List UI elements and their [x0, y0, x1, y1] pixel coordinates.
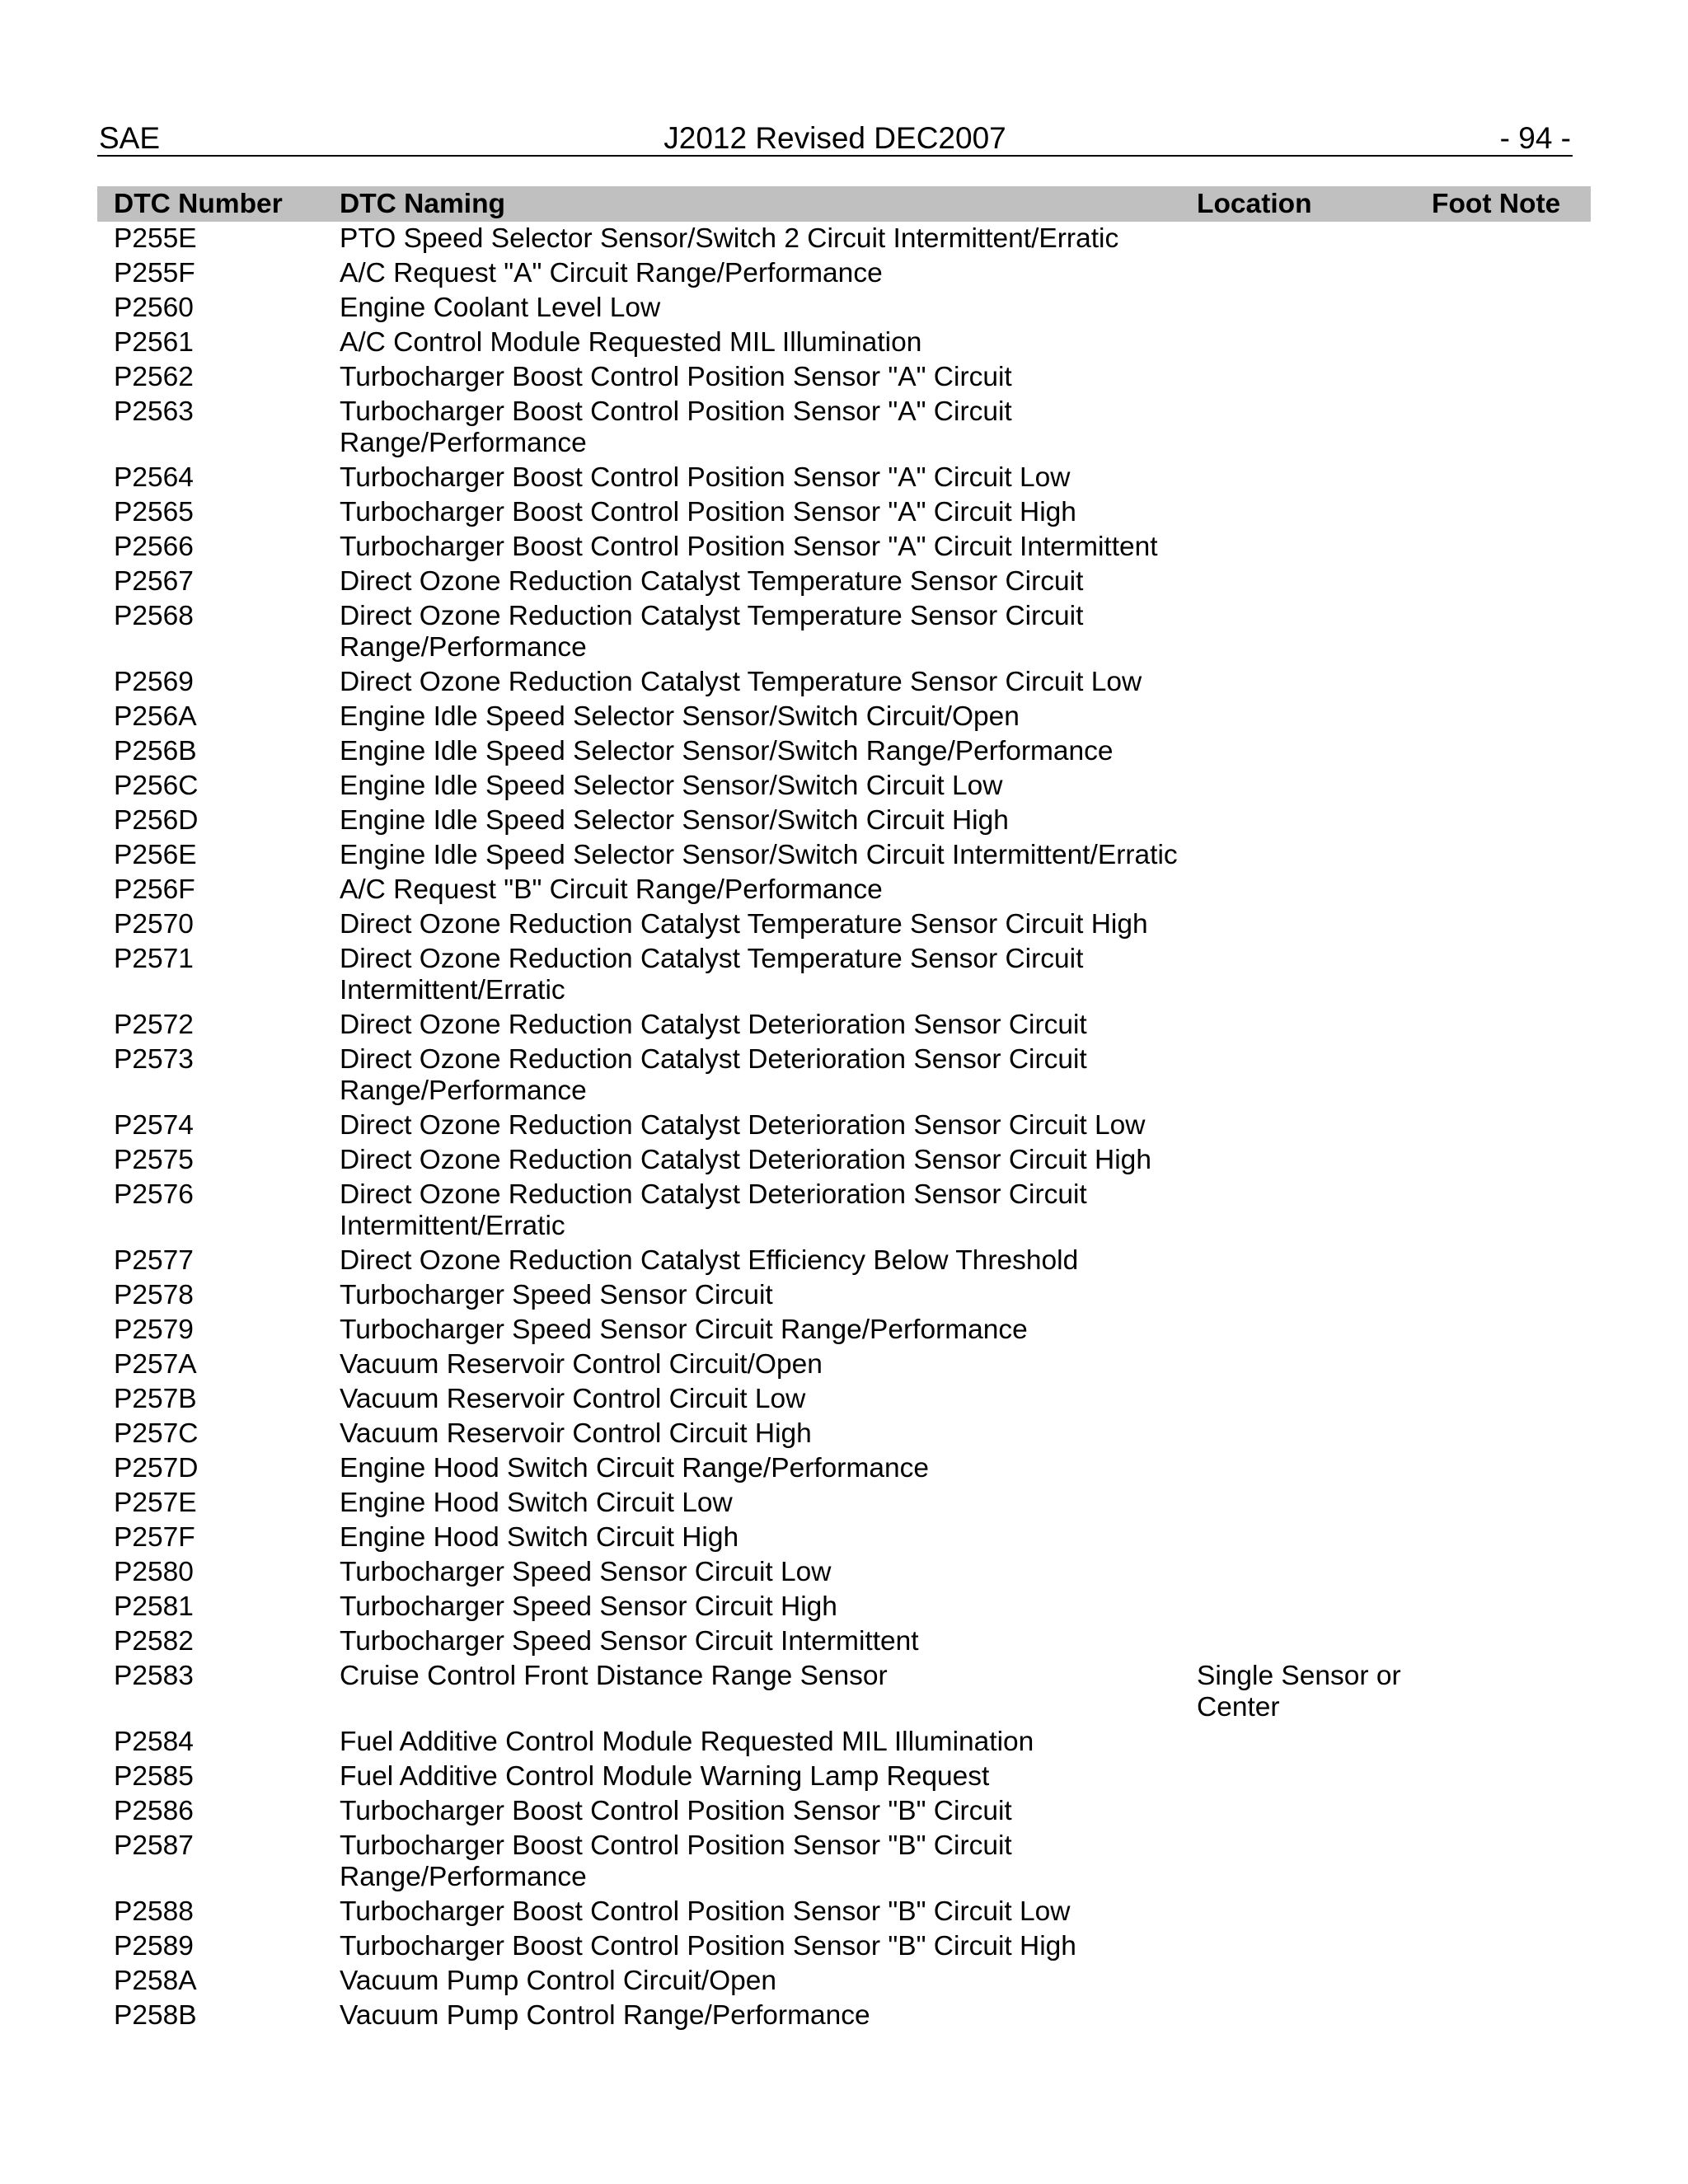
dtc-location-cell — [1197, 942, 1432, 1008]
dtc-footnote-cell — [1432, 1964, 1591, 1999]
dtc-footnote-cell — [1432, 565, 1591, 599]
table-row — [97, 1417, 1591, 1451]
dtc-code-cell: P2582 — [114, 1626, 194, 1657]
dtc-location-cell — [1197, 1555, 1432, 1590]
dtc-name-cell: A/C Request "A" Circuit Range/Performance — [340, 258, 883, 288]
dtc-code-cell: P2581 — [114, 1591, 194, 1622]
table-row — [97, 256, 1591, 291]
dtc-name-cell: Engine Idle Speed Selector Sensor/Switch Circuit Intermittent/Erratic — [340, 840, 1178, 870]
dtc-footnote-cell — [1432, 734, 1591, 769]
dtc-location-cell — [1197, 565, 1432, 599]
dtc-name-cell: Cruise Control Front Distance Range Sensor — [340, 1661, 888, 1691]
dtc-footnote-cell — [1432, 838, 1591, 873]
table-row — [97, 1143, 1591, 1178]
dtc-name-cell: Vacuum Reservoir Control Circuit Low — [340, 1384, 806, 1414]
dtc-name-cell: Direct Ozone Reduction Catalyst Temperature Sensor Circuit High — [340, 909, 1148, 940]
dtc-location-cell — [1197, 599, 1432, 665]
table-row — [97, 1725, 1591, 1760]
dtc-location-cell — [1197, 1999, 1432, 2033]
dtc-name-cell: Direct Ozone Reduction Catalyst Temperature Sensor Circuit — [340, 566, 1084, 597]
dtc-name-cell: Direct Ozone Reduction Catalyst Deterioration Sensor Circuit High — [340, 1145, 1151, 1175]
dtc-code-cell: P257B — [114, 1384, 197, 1414]
dtc-location-cell — [1197, 1108, 1432, 1143]
dtc-name-cell: Vacuum Reservoir Control Circuit High — [340, 1418, 812, 1449]
dtc-footnote-cell — [1432, 1178, 1591, 1244]
dtc-code-cell: P2567 — [114, 566, 194, 597]
dtc-footnote-cell — [1432, 1590, 1591, 1624]
dtc-location-cell — [1197, 291, 1432, 326]
table-row — [97, 665, 1591, 700]
dtc-location-cell — [1197, 1043, 1432, 1108]
dtc-location-cell — [1197, 1178, 1432, 1244]
table-row — [97, 907, 1591, 942]
dtc-location-cell — [1197, 1486, 1432, 1521]
dtc-location-cell — [1197, 1244, 1432, 1278]
dtc-footnote-cell — [1432, 360, 1591, 395]
dtc-name-cell: Engine Hood Switch Circuit Range/Performance — [340, 1453, 930, 1483]
dtc-location-cell — [1197, 395, 1432, 461]
dtc-code-cell: P2562 — [114, 362, 194, 392]
dtc-code-cell: P2586 — [114, 1796, 194, 1826]
dtc-name-cell: Turbocharger Boost Control Position Sensor "B" Circuit Low — [340, 1896, 1071, 1927]
dtc-code-cell: P2585 — [114, 1761, 194, 1792]
dtc-footnote-cell — [1432, 1347, 1591, 1382]
dtc-footnote-cell — [1432, 700, 1591, 734]
dtc-footnote-cell — [1432, 1999, 1591, 2033]
table-row — [97, 291, 1591, 326]
dtc-footnote-cell — [1432, 1521, 1591, 1555]
dtc-location-cell — [1197, 1624, 1432, 1659]
dtc-name-cell: Engine Idle Speed Selector Sensor/Switch Circuit/Open — [340, 701, 1020, 732]
dtc-name-cell: A/C Control Module Requested MIL Illumination — [340, 327, 922, 358]
dtc-location-cell — [1197, 326, 1432, 360]
dtc-code-cell: P256C — [114, 771, 199, 801]
dtc-code-cell: P257A — [114, 1349, 197, 1380]
dtc-name-cell: Turbocharger Speed Sensor Circuit Intermittent — [340, 1626, 919, 1657]
dtc-code-cell: P2583 — [114, 1661, 194, 1691]
dtc-location-cell — [1197, 1521, 1432, 1555]
dtc-name-cell: Direct Ozone Reduction Catalyst Deterioration Sensor Circuit Low — [340, 1110, 1146, 1141]
dtc-name-cell: Vacuum Pump Control Range/Performance — [340, 2000, 870, 2031]
dtc-name-cell: Engine Idle Speed Selector Sensor/Switch Circuit High — [340, 805, 1009, 836]
table-row — [97, 769, 1591, 804]
dtc-name-cell: Vacuum Reservoir Control Circuit/Open — [340, 1349, 823, 1380]
dtc-name-cell: Direct Ozone Reduction Catalyst Temperature Sensor Circuit Intermittent/Erratic — [340, 944, 1084, 1005]
dtc-footnote-cell — [1432, 256, 1591, 291]
table-row — [97, 1829, 1591, 1895]
dtc-footnote-cell — [1432, 1043, 1591, 1108]
dtc-footnote-cell — [1432, 1895, 1591, 1929]
dtc-footnote-cell — [1432, 942, 1591, 1008]
table-body — [97, 222, 1591, 2033]
dtc-footnote-cell — [1432, 1382, 1591, 1417]
column-header-foot-note: Foot Note — [1432, 186, 1591, 222]
dtc-name-cell: PTO Speed Selector Sensor/Switch 2 Circuit Intermittent/Erratic — [340, 223, 1119, 254]
dtc-name-cell: Engine Hood Switch Circuit High — [340, 1522, 739, 1553]
dtc-code-cell: P2573 — [114, 1044, 194, 1075]
dtc-location-cell — [1197, 256, 1432, 291]
table-header-row — [97, 186, 1591, 222]
dtc-name-cell: Turbocharger Boost Control Position Sensor "B" Circuit High — [340, 1931, 1076, 1961]
dtc-footnote-cell — [1432, 1143, 1591, 1178]
dtc-location-cell — [1197, 1313, 1432, 1347]
header-document-title: J2012 Revised DEC2007 — [663, 121, 1006, 155]
dtc-name-cell: Engine Idle Speed Selector Sensor/Switch Range/Performance — [340, 736, 1114, 766]
dtc-table — [97, 186, 1591, 2033]
dtc-location-cell — [1197, 1725, 1432, 1760]
table-row — [97, 1895, 1591, 1929]
dtc-location-cell — [1197, 461, 1432, 495]
dtc-footnote-cell — [1432, 907, 1591, 942]
table-row — [97, 395, 1591, 461]
table-row — [97, 530, 1591, 565]
dtc-code-cell: P2570 — [114, 909, 194, 940]
dtc-footnote-cell — [1432, 530, 1591, 565]
dtc-name-cell: Direct Ozone Reduction Catalyst Deterioration Sensor Circuit — [340, 1010, 1087, 1040]
dtc-footnote-cell — [1432, 1929, 1591, 1964]
dtc-name-cell: Turbocharger Boost Control Position Sensor "A" Circuit Range/Performance — [340, 396, 1012, 458]
dtc-code-cell: P2578 — [114, 1280, 194, 1310]
dtc-code-cell: P2571 — [114, 944, 194, 974]
table-row — [97, 1486, 1591, 1521]
table-row — [97, 1313, 1591, 1347]
header-org: SAE — [99, 121, 161, 155]
dtc-code-cell: P2561 — [114, 327, 194, 358]
dtc-footnote-cell — [1432, 599, 1591, 665]
dtc-location-cell — [1197, 1143, 1432, 1178]
dtc-name-cell: Direct Ozone Reduction Catalyst Temperature Sensor Circuit Low — [340, 667, 1142, 697]
dtc-name-cell: Turbocharger Speed Sensor Circuit — [340, 1280, 773, 1310]
dtc-code-cell: P255F — [114, 258, 195, 288]
dtc-footnote-cell — [1432, 1244, 1591, 1278]
table-row — [97, 1760, 1591, 1794]
dtc-code-cell: P255E — [114, 223, 197, 254]
dtc-name-cell: Turbocharger Boost Control Position Sensor "B" Circuit — [340, 1796, 1012, 1826]
column-header-dtc-number: DTC Number — [97, 186, 340, 222]
dtc-location-cell — [1197, 1008, 1432, 1043]
dtc-footnote-cell — [1432, 1555, 1591, 1590]
dtc-code-cell: P2580 — [114, 1557, 194, 1587]
dtc-location-cell — [1197, 495, 1432, 530]
page-header — [97, 115, 1573, 157]
dtc-code-cell: P256A — [114, 701, 197, 732]
dtc-location-cell: Single Sensor or Center — [1197, 1661, 1401, 1722]
dtc-location-cell — [1197, 360, 1432, 395]
dtc-footnote-cell — [1432, 495, 1591, 530]
dtc-name-cell: Fuel Additive Control Module Requested MIL Illumination — [340, 1727, 1034, 1757]
dtc-name-cell: Turbocharger Boost Control Position Sensor "A" Circuit Low — [340, 462, 1071, 493]
column-header-dtc-naming: DTC Naming — [340, 186, 1197, 222]
table-row — [97, 1347, 1591, 1382]
dtc-code-cell: P2572 — [114, 1010, 194, 1040]
table-row — [97, 804, 1591, 838]
dtc-footnote-cell — [1432, 1313, 1591, 1347]
column-header-location: Location — [1197, 186, 1432, 222]
dtc-code-cell: P2577 — [114, 1245, 194, 1276]
table-row — [97, 942, 1591, 1008]
dtc-footnote-cell — [1432, 1108, 1591, 1143]
dtc-name-cell: Direct Ozone Reduction Catalyst Temperature Sensor Circuit Range/Performance — [340, 601, 1084, 663]
dtc-location-cell — [1197, 1451, 1432, 1486]
dtc-location-cell — [1197, 1590, 1432, 1624]
dtc-code-cell: P2574 — [114, 1110, 194, 1141]
table-row — [97, 1382, 1591, 1417]
dtc-footnote-cell — [1432, 1829, 1591, 1895]
dtc-code-cell: P257D — [114, 1453, 199, 1483]
dtc-code-cell: P256B — [114, 736, 197, 766]
dtc-footnote-cell — [1432, 1451, 1591, 1486]
dtc-code-cell: P2564 — [114, 462, 194, 493]
dtc-footnote-cell — [1432, 291, 1591, 326]
dtc-location-cell — [1197, 1278, 1432, 1313]
table-row — [97, 599, 1591, 665]
header-page-number: - 94 - — [1499, 121, 1571, 155]
dtc-footnote-cell — [1432, 873, 1591, 907]
dtc-location-cell — [1197, 1382, 1432, 1417]
dtc-footnote-cell — [1432, 1624, 1591, 1659]
dtc-name-cell: Direct Ozone Reduction Catalyst Efficiency Below Threshold — [340, 1245, 1079, 1276]
dtc-footnote-cell — [1432, 222, 1591, 256]
table-row — [97, 1929, 1591, 1964]
dtc-code-cell: P2568 — [114, 601, 194, 631]
dtc-location-cell — [1197, 665, 1432, 700]
dtc-location-cell — [1197, 222, 1432, 256]
dtc-location-cell — [1197, 804, 1432, 838]
dtc-location-cell — [1197, 769, 1432, 804]
dtc-footnote-cell — [1432, 395, 1591, 461]
dtc-footnote-cell — [1432, 1278, 1591, 1313]
dtc-code-cell: P2566 — [114, 532, 194, 562]
table-row — [97, 565, 1591, 599]
dtc-name-cell: Direct Ozone Reduction Catalyst Deterioration Sensor Circuit Intermittent/Erratic — [340, 1179, 1087, 1241]
dtc-code-cell: P2584 — [114, 1727, 194, 1757]
dtc-code-cell: P2589 — [114, 1931, 194, 1961]
dtc-location-cell — [1197, 734, 1432, 769]
dtc-footnote-cell — [1432, 769, 1591, 804]
dtc-location-cell — [1197, 873, 1432, 907]
table-row — [97, 838, 1591, 873]
dtc-footnote-cell — [1432, 1725, 1591, 1760]
table-row — [97, 1278, 1591, 1313]
table-row — [97, 1108, 1591, 1143]
table-row — [97, 1451, 1591, 1486]
dtc-name-cell: Turbocharger Speed Sensor Circuit Low — [340, 1557, 832, 1587]
table-row — [97, 1555, 1591, 1590]
dtc-footnote-cell — [1432, 1794, 1591, 1829]
dtc-code-cell: P257C — [114, 1418, 199, 1449]
dtc-code-cell: P256F — [114, 874, 195, 905]
table-row — [97, 222, 1591, 256]
dtc-footnote-cell — [1432, 804, 1591, 838]
table-row — [97, 1999, 1591, 2033]
table-row — [97, 461, 1591, 495]
dtc-code-cell: P257F — [114, 1522, 195, 1553]
table-row — [97, 360, 1591, 395]
dtc-code-cell: P2587 — [114, 1830, 194, 1861]
dtc-location-cell — [1197, 530, 1432, 565]
dtc-code-cell: P2569 — [114, 667, 194, 697]
dtc-location-cell — [1197, 700, 1432, 734]
dtc-code-cell: P2575 — [114, 1145, 194, 1175]
dtc-code-cell: P258A — [114, 1966, 197, 1996]
dtc-name-cell: Fuel Additive Control Module Warning Lamp Request — [340, 1761, 990, 1792]
dtc-code-cell: P258B — [114, 2000, 197, 2031]
dtc-location-cell — [1197, 1895, 1432, 1929]
dtc-footnote-cell — [1432, 665, 1591, 700]
dtc-location-cell — [1197, 1929, 1432, 1964]
dtc-code-cell: P2563 — [114, 396, 194, 427]
table-row — [97, 1794, 1591, 1829]
dtc-location-cell — [1197, 1829, 1432, 1895]
table-row — [97, 1590, 1591, 1624]
dtc-name-cell: Turbocharger Speed Sensor Circuit High — [340, 1591, 837, 1622]
dtc-code-cell: P256D — [114, 805, 199, 836]
dtc-location-cell — [1197, 907, 1432, 942]
dtc-name-cell: Turbocharger Boost Control Position Sensor "A" Circuit — [340, 362, 1012, 392]
dtc-name-cell: Engine Hood Switch Circuit Low — [340, 1488, 733, 1518]
dtc-footnote-cell — [1432, 326, 1591, 360]
dtc-name-cell: Turbocharger Boost Control Position Sensor "B" Circuit Range/Performance — [340, 1830, 1012, 1892]
table-row — [97, 700, 1591, 734]
dtc-name-cell: Turbocharger Boost Control Position Sensor "A" Circuit High — [340, 497, 1076, 527]
dtc-location-cell — [1197, 1760, 1432, 1794]
table-row — [97, 1043, 1591, 1108]
dtc-footnote-cell — [1432, 1008, 1591, 1043]
dtc-footnote-cell — [1432, 1417, 1591, 1451]
dtc-name-cell: Engine Coolant Level Low — [340, 293, 661, 323]
table-row — [97, 873, 1591, 907]
table-row — [97, 1244, 1591, 1278]
dtc-code-cell: P2560 — [114, 293, 194, 323]
table-row — [97, 734, 1591, 769]
table-row — [97, 1178, 1591, 1244]
dtc-footnote-cell — [1432, 461, 1591, 495]
dtc-location-cell — [1197, 838, 1432, 873]
table-row — [97, 495, 1591, 530]
table-row — [97, 1659, 1591, 1725]
dtc-code-cell: P257E — [114, 1488, 197, 1518]
dtc-footnote-cell — [1432, 1659, 1591, 1725]
dtc-location-cell — [1197, 1794, 1432, 1829]
dtc-name-cell: Turbocharger Boost Control Position Sensor "A" Circuit Intermittent — [340, 532, 1158, 562]
dtc-name-cell: A/C Request "B" Circuit Range/Performance — [340, 874, 883, 905]
dtc-name-cell: Engine Idle Speed Selector Sensor/Switch Circuit Low — [340, 771, 1003, 801]
dtc-name-cell: Vacuum Pump Control Circuit/Open — [340, 1966, 777, 1996]
table-row — [97, 1521, 1591, 1555]
dtc-footnote-cell — [1432, 1760, 1591, 1794]
table-row — [97, 1964, 1591, 1999]
dtc-code-cell: P2579 — [114, 1315, 194, 1345]
table-row — [97, 1008, 1591, 1043]
table-row — [97, 1624, 1591, 1659]
dtc-location-cell — [1197, 1417, 1432, 1451]
dtc-name-cell: Direct Ozone Reduction Catalyst Deterioration Sensor Circuit Range/Performance — [340, 1044, 1087, 1106]
dtc-code-cell: P2565 — [114, 497, 194, 527]
table-row — [97, 326, 1591, 360]
dtc-name-cell: Turbocharger Speed Sensor Circuit Range/Performance — [340, 1315, 1028, 1345]
dtc-code-cell: P256E — [114, 840, 197, 870]
dtc-location-cell — [1197, 1964, 1432, 1999]
dtc-location-cell — [1197, 1347, 1432, 1382]
dtc-code-cell: P2576 — [114, 1179, 194, 1210]
dtc-footnote-cell — [1432, 1486, 1591, 1521]
dtc-code-cell: P2588 — [114, 1896, 194, 1927]
